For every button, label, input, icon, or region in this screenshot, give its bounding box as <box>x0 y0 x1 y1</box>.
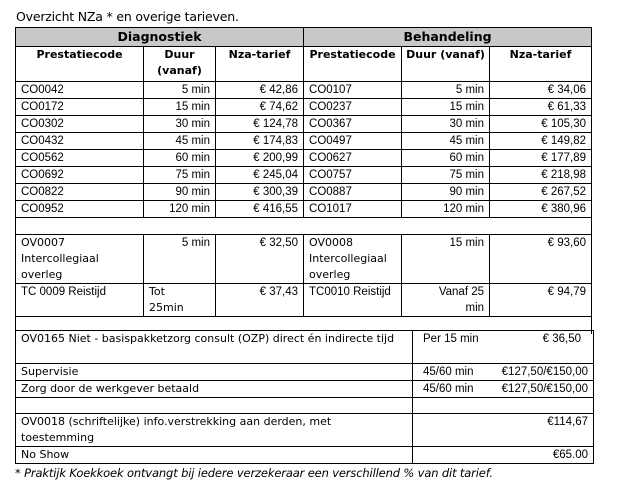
diagnostiek-code-cell: TC 0009 Reistijd <box>16 284 144 317</box>
behandeling-tarief-cell: € 177,89 <box>490 150 592 167</box>
overige-tarief-cell: €127,50/€150,00 <box>484 364 594 381</box>
diagnostiek-code-cell: CO0692 <box>16 167 144 184</box>
diagnostiek-tarief-cell: € 245,04 <box>216 167 304 184</box>
table-row <box>16 447 594 464</box>
diagnostiek-code-cell: CO0172 <box>16 99 144 116</box>
behandeling-duur-cell: 90 min <box>402 184 490 201</box>
behandeling-tarief-cell: € 218,98 <box>490 167 592 184</box>
diagnostiek-tarief-cell: € 37,43 <box>216 284 304 317</box>
nza-tariff-table <box>15 27 592 334</box>
behandeling-duur-cell: 75 min <box>402 167 490 184</box>
section-header-behandeling: Behandeling <box>304 28 592 47</box>
behandeling-tarief-cell: € 93,60 <box>490 235 592 284</box>
behandeling-code-cell: CO0497 <box>304 133 402 150</box>
table-row <box>16 133 592 150</box>
overige-duur-cell: Per 15 min <box>413 331 484 364</box>
diagnostiek-tarief-cell: € 32,50 <box>216 235 304 284</box>
behandeling-tarief-cell: € 61,33 <box>490 99 592 116</box>
diagnostiek-code-cell: CO0432 <box>16 133 144 150</box>
behandeling-tarief-cell: € 94,79 <box>490 284 592 317</box>
column-header-code: Prestatiecode <box>304 47 402 82</box>
column-header-tarief: Nza-tarief <box>490 47 592 82</box>
behandeling-tarief-cell: € 380,96 <box>490 201 592 218</box>
overige-duur-cell: 45/60 min <box>413 364 484 381</box>
spacer-row <box>16 218 592 235</box>
table-row <box>16 150 592 167</box>
behandeling-code-cell: CO1017 <box>304 201 402 218</box>
behandeling-duur-cell: 30 min <box>402 116 490 133</box>
table-row <box>16 331 594 364</box>
behandeling-duur-cell: Vanaf 25 min <box>402 284 490 317</box>
overige-label-cell: Zorg door de werkgever betaald <box>16 381 413 398</box>
diagnostiek-tarief-cell: € 416,55 <box>216 201 304 218</box>
diagnostiek-duur-cell: 75 min <box>144 167 216 184</box>
overige-label-cell: No Show <box>16 447 413 464</box>
table-row <box>16 414 594 447</box>
diagnostiek-duur-cell: 5 min <box>144 235 216 284</box>
diagnostiek-duur-cell: 90 min <box>144 184 216 201</box>
behandeling-tarief-cell: € 105,30 <box>490 116 592 133</box>
table-row <box>16 82 592 99</box>
diagnostiek-duur-cell: 60 min <box>144 150 216 167</box>
behandeling-duur-cell: 45 min <box>402 133 490 150</box>
behandeling-code-cell: CO0107 <box>304 82 402 99</box>
column-header-code: Prestatiecode <box>16 47 144 82</box>
section-header-diagnostiek: Diagnostiek <box>16 28 304 47</box>
behandeling-duur-cell: 5 min <box>402 82 490 99</box>
diagnostiek-tarief-cell: € 200,99 <box>216 150 304 167</box>
diagnostiek-code-cell: CO0952 <box>16 201 144 218</box>
behandeling-code-cell: OV0008 Intercollegiaal overleg <box>304 235 402 284</box>
behandeling-code-cell: TC0010 Reistijd <box>304 284 402 317</box>
diagnostiek-tarief-cell: € 42,86 <box>216 82 304 99</box>
diagnostiek-duur-cell: Tot 25min <box>144 284 216 317</box>
diagnostiek-code-cell: CO0562 <box>16 150 144 167</box>
overige-duur-cell: 45/60 min <box>413 381 484 398</box>
diagnostiek-code-cell: CO0302 <box>16 116 144 133</box>
overige-label-cell: OV0165 Niet - basispakketzorg consult (OZP) direct én indirecte tijd <box>16 331 413 364</box>
overige-tarieven-table <box>15 330 594 464</box>
diagnostiek-duur-cell: 45 min <box>144 133 216 150</box>
diagnostiek-tarief-cell: € 74,62 <box>216 99 304 116</box>
overige-tarief-cell: € 36,50 <box>484 331 594 364</box>
behandeling-code-cell: CO0627 <box>304 150 402 167</box>
diagnostiek-duur-cell: 120 min <box>144 201 216 218</box>
table-row <box>16 201 592 218</box>
diagnostiek-code-cell: CO0822 <box>16 184 144 201</box>
behandeling-code-cell: CO0887 <box>304 184 402 201</box>
diagnostiek-tarief-cell: € 174,83 <box>216 133 304 150</box>
behandeling-duur-cell: 15 min <box>402 99 490 116</box>
overige-tarief-cell: €65.00 <box>413 447 594 464</box>
diagnostiek-duur-cell: 30 min <box>144 116 216 133</box>
diagnostiek-tarief-cell: € 300,39 <box>216 184 304 201</box>
diagnostiek-code-cell: CO0042 <box>16 82 144 99</box>
overige-tarief-cell: €127,50/€150,00 <box>484 381 594 398</box>
diagnostiek-tarief-cell: € 124,78 <box>216 116 304 133</box>
behandeling-code-cell: CO0757 <box>304 167 402 184</box>
behandeling-code-cell: CO0367 <box>304 116 402 133</box>
behandeling-tarief-cell: € 34,06 <box>490 82 592 99</box>
table-row <box>16 167 592 184</box>
table-row <box>16 364 594 381</box>
table-row-overleg <box>16 235 592 284</box>
column-header-duur: Duur (vanaf) <box>402 47 490 82</box>
diagnostiek-duur-cell: 15 min <box>144 99 216 116</box>
overige-label-cell: OV0018 (schriftelijke) info.verstrekking aan derden, met toestemming <box>16 414 413 447</box>
table-row <box>16 116 592 133</box>
column-header-duur: Duur (vanaf) <box>144 47 216 82</box>
behandeling-duur-cell: 120 min <box>402 201 490 218</box>
behandeling-tarief-cell: € 149,82 <box>490 133 592 150</box>
behandeling-duur-cell: 15 min <box>402 235 490 284</box>
overige-duur-cell <box>413 398 484 414</box>
behandeling-tarief-cell: € 267,52 <box>490 184 592 201</box>
table-row-reistijd <box>16 284 592 317</box>
overige-tarief-cell: €114,67 <box>413 414 594 447</box>
diagnostiek-duur-cell: 5 min <box>144 82 216 99</box>
behandeling-duur-cell: 60 min <box>402 150 490 167</box>
page-title: Overzicht NZa * en overige tarieven. <box>16 9 239 24</box>
table-row <box>16 398 594 414</box>
overige-label-cell: Supervisie <box>16 364 413 381</box>
behandeling-code-cell: CO0237 <box>304 99 402 116</box>
footnote: * Praktijk Koekkoek ontvangt bij iedere verzekeraar een verschillend % van dit tarief. <box>15 466 493 480</box>
overige-label-cell <box>16 398 413 414</box>
overige-tarief-cell <box>484 398 594 414</box>
table-row <box>16 99 592 116</box>
column-header-tarief: Nza-tarief <box>216 47 304 82</box>
diagnostiek-code-cell: OV0007 Intercollegiaal overleg <box>16 235 144 284</box>
table-row <box>16 184 592 201</box>
table-row <box>16 381 594 398</box>
